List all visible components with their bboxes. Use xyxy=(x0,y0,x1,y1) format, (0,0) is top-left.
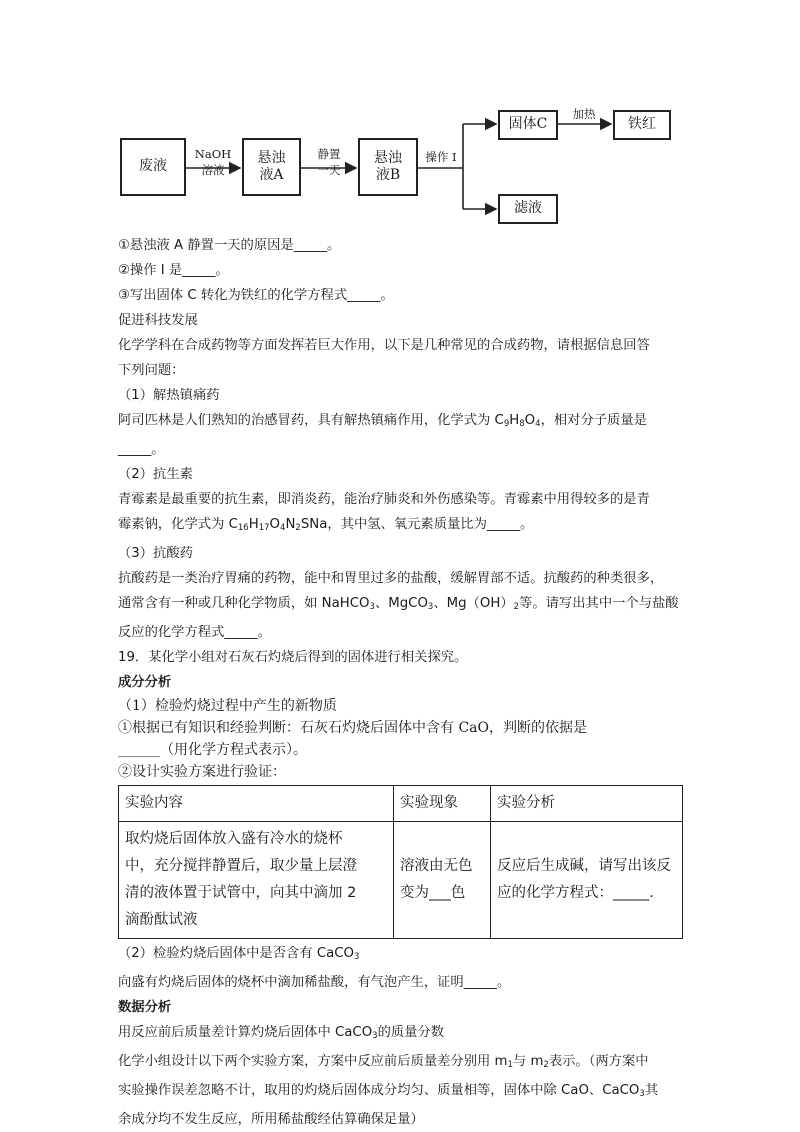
part2-title: （2）抗生素 xyxy=(118,467,193,482)
d3-pre: 实验操作误差忽略不计，取用的灼烧后固体成分均匀、质量相等，固体中除 CaO、CaCO xyxy=(118,1083,640,1098)
content-line: 中，充分搅拌静置后，取少量上层澄 xyxy=(125,858,357,874)
tech-intro-2: 下列问题： xyxy=(118,363,185,378)
phenomenon-line: 溶液由无色 xyxy=(400,858,473,874)
d2-pre: 化学小组设计以下两个实验方案，方案中反应前后质量差分别用 m xyxy=(118,1054,508,1069)
node-iron-red-label: 铁红 xyxy=(628,116,656,133)
data-line4: 余成分均不发生反应，所用稀盐酸经估算确保足量） xyxy=(118,1112,424,1127)
p1-post: ，相对分子质量是 xyxy=(540,413,647,428)
table-row xyxy=(119,822,683,939)
content-line: 取灼烧后固体放入盛有冷水的烧杯 xyxy=(125,831,343,847)
d2-mid: 与 m xyxy=(512,1054,544,1069)
content-line: 滴酚酞试液 xyxy=(125,912,198,928)
d3-post: 其 xyxy=(644,1083,659,1098)
d1-pre: 用反应前后质量差计算灼烧后固体中 CaCO xyxy=(118,1025,373,1040)
p1-o: O xyxy=(524,413,536,428)
q19-title: 19．某化学小组对石灰石灼烧后得到的固体进行相关探究。 xyxy=(118,650,468,665)
p3-sub3: 2 xyxy=(513,602,520,612)
header-analysis: 实验分析 xyxy=(491,786,683,822)
data-line1 xyxy=(118,1020,688,1049)
content-line: 清的液体置于试管中，向其中滴加 2 xyxy=(125,885,357,901)
p1-sub-c: 9 xyxy=(503,419,510,429)
header-content: 实验内容 xyxy=(119,786,394,822)
arrow-label-stand xyxy=(304,147,354,178)
d3-sub: 3 xyxy=(639,1089,645,1099)
question-1: ①悬浊液 A 静置一天的原因是_____。 xyxy=(118,238,341,253)
node-suspension-b xyxy=(358,138,418,196)
p3-d: 等。请写出其中一个与盐酸 xyxy=(519,596,679,611)
node-a-line1: 悬浊 xyxy=(257,149,286,166)
node-waste-label: 废液 xyxy=(139,158,167,175)
p2-c: N xyxy=(285,517,296,532)
document-body xyxy=(118,233,688,1132)
sub-question-1: （1）检验灼烧过程中产生的新物质 xyxy=(118,698,337,714)
node-suspension-a xyxy=(242,138,301,196)
experiment-table xyxy=(118,785,683,939)
p3-sub1: 3 xyxy=(369,602,375,612)
question-3: ③写出固体 C 转化为铁红的化学方程式_____。 xyxy=(118,288,394,303)
part3-line3: 反应的化学方程式_____。 xyxy=(118,625,271,640)
p3-c: 、Mg（OH） xyxy=(433,596,514,611)
d1-post: 的质量分数 xyxy=(377,1025,445,1040)
arrow-label-heat xyxy=(561,107,607,123)
analysis-line: 反应后生成碱，请写出该反 xyxy=(497,858,671,874)
question-2: ②操作 I 是_____。 xyxy=(118,263,229,278)
p3-b: 、MgCO xyxy=(374,596,428,611)
p2-post: SNa，其中氢、氧元素质量比为_____。 xyxy=(300,517,534,532)
part2-line1: 青霉素是最重要的抗生素，即消炎药，能治疗肺炎和外伤感染等。青霉素中用得较多的是青 xyxy=(118,492,650,507)
op1-text: 操作 I xyxy=(425,150,457,164)
node-a-line2: 液A xyxy=(259,167,284,183)
p2-a: H xyxy=(248,517,259,532)
d2-sub2: 2 xyxy=(543,1060,549,1070)
p2-sub1: 16 xyxy=(237,523,249,533)
tech-heading: 促进科技发展 xyxy=(118,313,198,328)
arrow-label-naoh xyxy=(188,147,238,178)
d2-post: 表示。（两方案中 xyxy=(548,1054,649,1069)
process-flowchart xyxy=(118,94,693,228)
p1-h: H xyxy=(509,413,520,428)
cell-phenomenon xyxy=(394,822,491,939)
stand-line1: 静置 xyxy=(317,147,341,161)
part1-text xyxy=(118,408,688,437)
analysis-line: 应的化学方程式：_____. xyxy=(497,885,654,901)
stand-line2: 一天 xyxy=(317,162,341,177)
p1-sub-o: 4 xyxy=(535,419,541,429)
sub-question-2 xyxy=(118,941,688,970)
tech-intro-1: 化学学科在合成药物等方面发挥若巨大作用，以下是几种常见的合成药物，请根据信息回答 xyxy=(118,338,650,353)
sub1-line3: ②设计实验方案进行验证： xyxy=(118,764,286,780)
node-waste xyxy=(120,138,186,196)
naoh-line1: NaOH xyxy=(194,147,232,161)
section-data-analysis: 数据分析 xyxy=(118,1000,172,1015)
node-b-line1: 悬浊 xyxy=(374,149,402,166)
cell-analysis xyxy=(491,822,683,939)
data-line3 xyxy=(118,1078,688,1107)
p1-sub-h: 8 xyxy=(519,419,525,429)
node-solid-c-label: 固体C xyxy=(508,116,548,133)
part2-line2 xyxy=(118,512,688,541)
section-composition: 成分分析 xyxy=(118,675,172,690)
d2-sub1: 1 xyxy=(507,1060,513,1070)
sub1-line1: ①根据已有知识和经验判断：石灰石灼烧后固体中含有 CaO，判断的依据是 xyxy=(118,720,587,736)
data-line2 xyxy=(118,1049,688,1078)
table-header-row xyxy=(119,786,683,822)
node-filtrate xyxy=(498,194,558,224)
heat-text: 加热 xyxy=(572,107,596,121)
arrow-label-operation xyxy=(419,150,463,166)
sub2-pre: （2）检验灼烧后固体中是否含有 CaCO xyxy=(118,946,355,961)
part3-title: （3）抗酸药 xyxy=(118,546,193,561)
header-phenomenon: 实验现象 xyxy=(394,786,491,822)
node-iron-red xyxy=(613,110,671,140)
p2-sub4: 2 xyxy=(295,523,301,533)
cell-content xyxy=(119,822,394,939)
p2-sub2: 17 xyxy=(258,523,270,533)
sub1-line2: ______（用化学方程式表示）。 xyxy=(118,742,307,758)
part3-line2 xyxy=(118,591,688,620)
phenomenon-line: 变为___色 xyxy=(400,885,466,901)
p1-pre: 阿司匹林是人们熟知的治感冒药，具有解热镇痛作用，化学式为 C xyxy=(118,413,504,428)
sub2-sub: 3 xyxy=(354,952,360,962)
node-b-line2: 液B xyxy=(375,167,401,183)
sub2-line: 向盛有灼烧后固体的烧杯中滴加稀盐酸，有气泡产生，证明_____。 xyxy=(118,975,511,990)
p2-b: O xyxy=(269,517,281,532)
part3-line1: 抗酸药是一类治疗胃痛的药物，能中和胃里过多的盐酸，缓解胃部不适。抗酸药的种类很多， xyxy=(118,571,664,586)
naoh-line2: 溶液 xyxy=(201,162,225,177)
d1-sub: 3 xyxy=(372,1031,378,1041)
node-filtrate-label: 滤液 xyxy=(514,200,542,217)
p2-pre: 霉素钠，化学式为 C xyxy=(118,517,238,532)
p3-a: 通常含有一种或几种化学物质，如 NaHCO xyxy=(118,596,370,611)
node-solid-c xyxy=(498,110,558,140)
part1-title: （1）解热镇痛药 xyxy=(118,388,220,403)
p3-sub2: 3 xyxy=(427,602,434,612)
part1-blank: _____。 xyxy=(118,442,165,457)
p2-sub3: 4 xyxy=(280,523,286,533)
